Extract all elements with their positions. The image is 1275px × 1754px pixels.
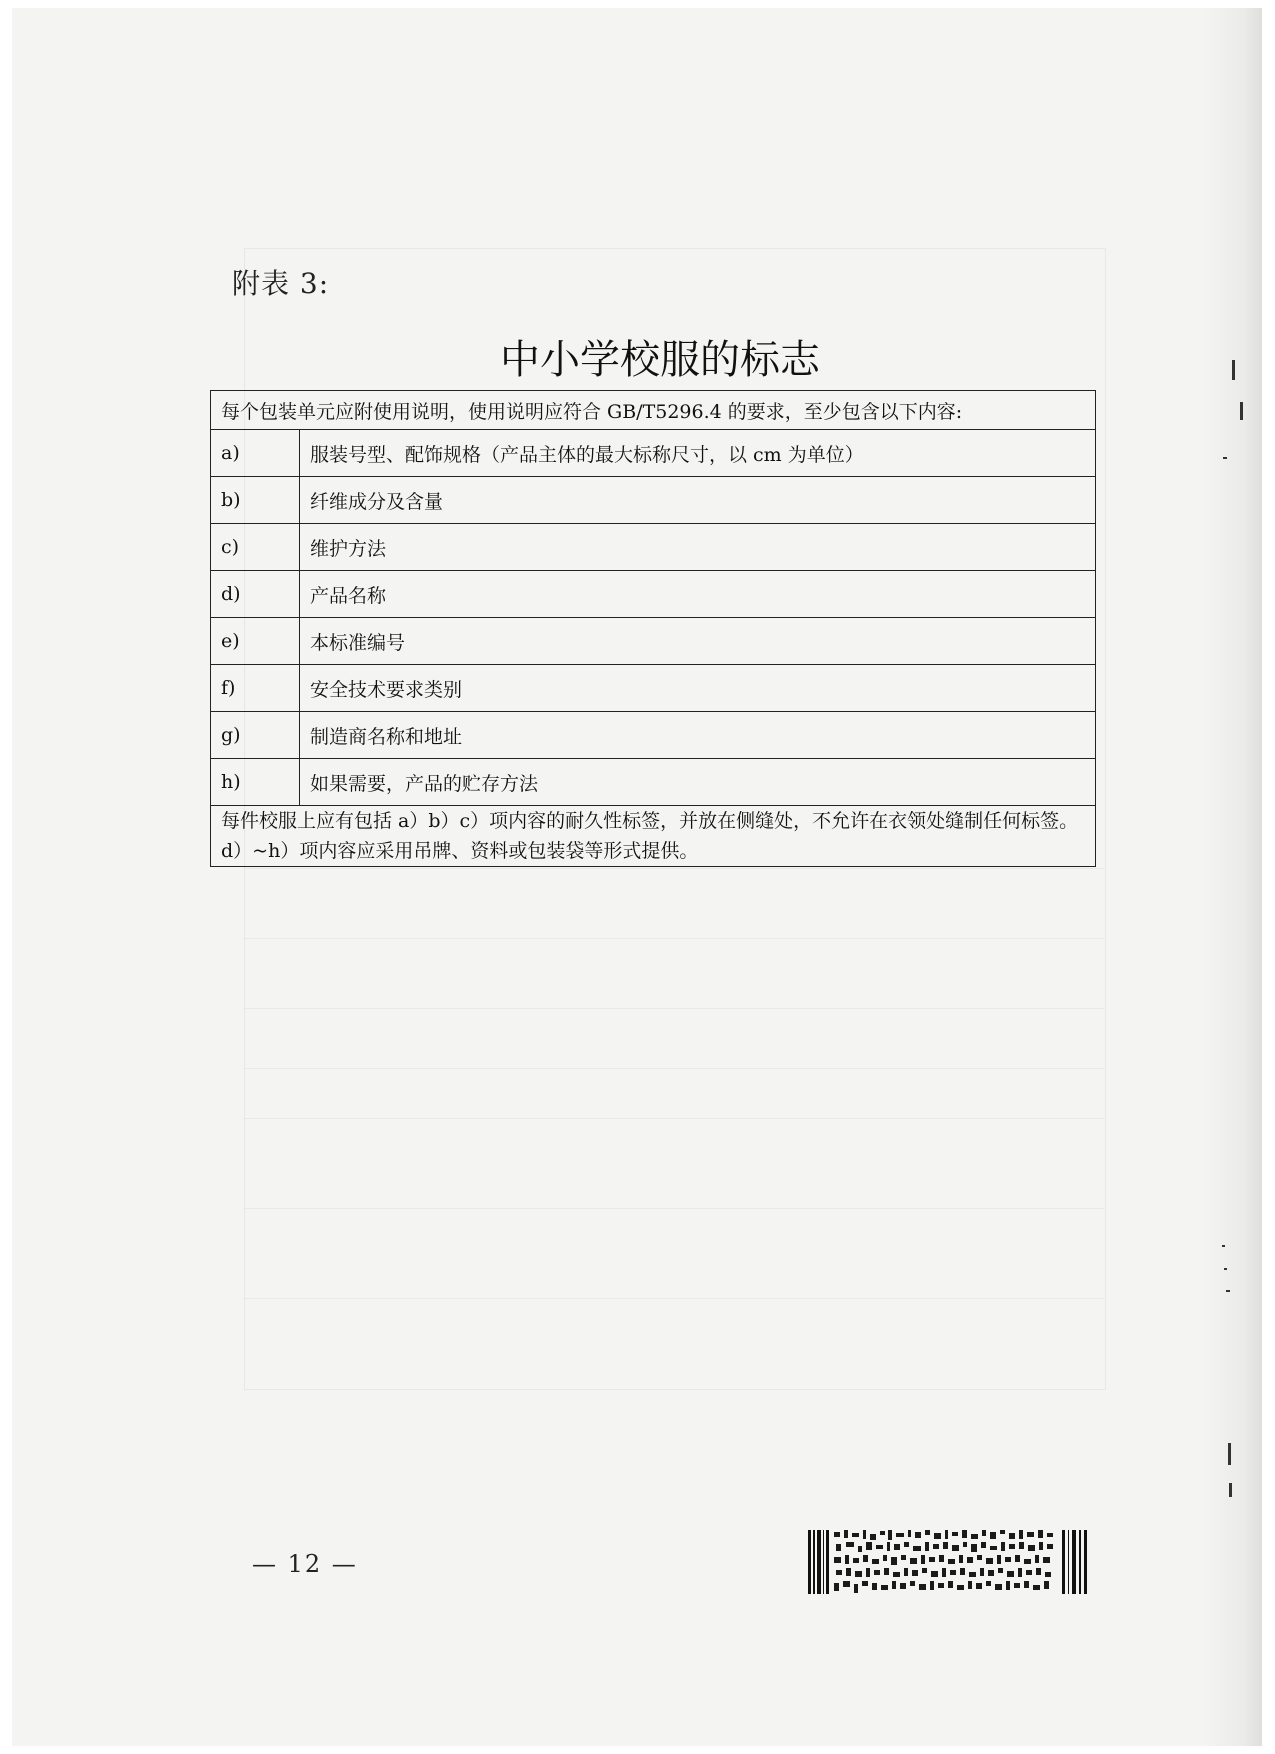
scan-edge-mark	[1224, 1268, 1227, 1270]
document-title: 中小学校服的标志	[500, 337, 820, 383]
scan-edge-mark	[1240, 402, 1243, 420]
item-letter: f)	[211, 665, 300, 712]
table-row	[211, 430, 1096, 477]
scan-edge-mark	[1223, 457, 1227, 459]
page-number: — 12 —	[252, 1550, 358, 1578]
scan-edge-mark	[1222, 1245, 1225, 1247]
bleed-through-line	[244, 868, 1104, 869]
table-header-row	[211, 391, 1096, 430]
table-row	[211, 665, 1096, 712]
table-header-cell: 每个包装单元应附使用说明，使用说明应符合 GB/T5296.4 的要求，至少包含以下内容:	[211, 391, 1096, 430]
item-text: 如果需要，产品的贮存方法	[300, 759, 1096, 806]
table-row	[211, 712, 1096, 759]
bleed-through-line	[244, 938, 1104, 939]
table-row	[211, 571, 1096, 618]
table-row	[211, 618, 1096, 665]
table-row	[211, 477, 1096, 524]
item-text: 制造商名称和地址	[300, 712, 1096, 759]
item-text: 维护方法	[300, 524, 1096, 571]
item-letter: d)	[211, 571, 300, 618]
item-letter: c)	[211, 524, 300, 571]
item-text: 纤维成分及含量	[300, 477, 1096, 524]
item-letter: e)	[211, 618, 300, 665]
appendix-label: 附表 3:	[232, 267, 330, 300]
scan-edge-mark	[1226, 1290, 1230, 1292]
labeling-requirements-table	[210, 390, 1096, 867]
table-footer-cell: 每件校服上应有包括 a）b）c）项内容的耐久性标签，并放在侧缝处，不允许在衣领处缝制任何标签。d）~h）项内容应采用吊牌、资料或包装袋等形式提供。	[211, 806, 1096, 867]
barcode-icon	[808, 1530, 1090, 1594]
bleed-through-line	[244, 1118, 1104, 1119]
document-page	[12, 8, 1262, 1746]
scan-edge-mark	[1228, 1443, 1231, 1465]
item-text: 本标准编号	[300, 618, 1096, 665]
scan-edge-mark	[1232, 360, 1235, 380]
item-text: 安全技术要求类别	[300, 665, 1096, 712]
page-fold-shadow	[1202, 8, 1262, 1746]
table-row	[211, 759, 1096, 806]
item-letter: h)	[211, 759, 300, 806]
bleed-through-line	[244, 1008, 1104, 1009]
item-letter: g)	[211, 712, 300, 759]
bleed-through-line	[244, 1298, 1104, 1299]
bleed-through-line	[244, 1068, 1104, 1069]
item-letter: a)	[211, 430, 300, 477]
bleed-through-line	[244, 1208, 1104, 1209]
item-letter: b)	[211, 477, 300, 524]
item-text: 服装号型、配饰规格（产品主体的最大标称尺寸，以 cm 为单位）	[300, 430, 1096, 477]
scan-edge-mark	[1229, 1483, 1232, 1497]
table-row	[211, 524, 1096, 571]
item-text: 产品名称	[300, 571, 1096, 618]
table-footer-row	[211, 806, 1096, 867]
